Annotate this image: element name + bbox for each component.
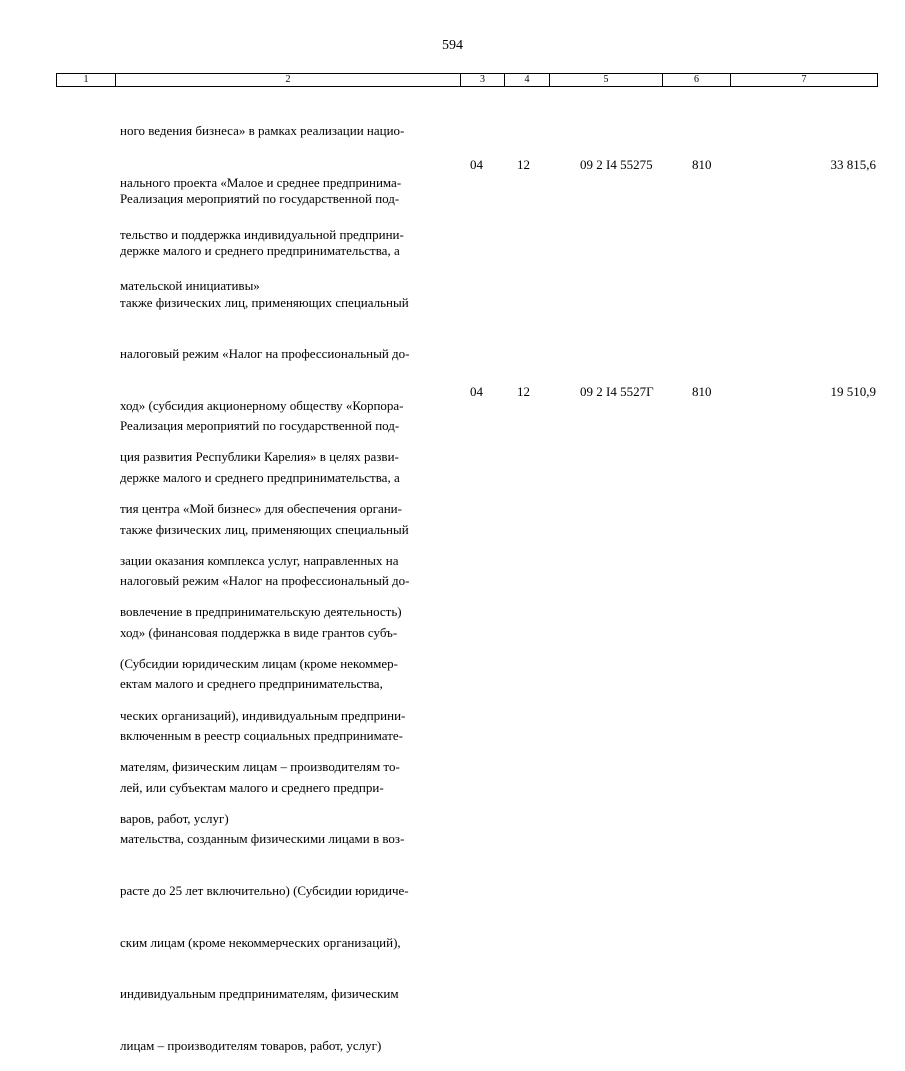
table-row-1-col3: 04 <box>470 157 483 172</box>
table-row-1-col5: 09 2 I4 55275 <box>580 157 653 172</box>
page-number: 594 <box>442 38 463 53</box>
column-header-4: 4 <box>504 74 549 86</box>
text-line: включенным в реестр социальных предпринимате- <box>120 728 403 744</box>
text-line: индивидуальным предпринимателям, физическим <box>120 986 399 1002</box>
text-line: (Субсидии юридическим лицам (кроме некоммер- <box>120 655 398 671</box>
text-line: также физических лиц, применяющих специальный <box>120 521 409 537</box>
text-line: расте до 25 лет включительно) (Субсидии юридиче- <box>120 882 409 898</box>
text-line: ция развития Республики Карелия» в целях разви- <box>120 449 399 465</box>
table-row-2-col6: 810 <box>692 384 712 399</box>
text-line: варов, работ, услуг) <box>120 810 229 826</box>
text-line: лей, или субъектам малого и среднего предпри- <box>120 779 384 795</box>
text-line: ход» (финансовая поддержка в виде грантов субъ- <box>120 624 398 640</box>
table-row-2-amount: 19 510,9 <box>830 384 876 399</box>
text-line: ного ведения бизнеса» в рамках реализации нацио- <box>120 123 405 139</box>
text-line: налоговый режим «Налог на профессиональный до- <box>120 573 410 589</box>
table-row-1-amount: 33 815,6 <box>830 157 876 172</box>
text-line: мателям, физическим лицам – производителям то- <box>120 759 400 775</box>
text-line: налоговый режим «Налог на профессиональный до- <box>120 346 410 362</box>
table-row-2-col4: 12 <box>517 384 530 399</box>
column-header-3: 3 <box>460 74 504 86</box>
text-line: нального проекта «Малое и среднее предпринима- <box>120 175 402 191</box>
column-header-5: 5 <box>549 74 662 86</box>
text-line: Реализация мероприятий по государственной под- <box>120 191 400 207</box>
table-row-1-col4: 12 <box>517 157 530 172</box>
text-line: мательства, созданным физическими лицами в воз- <box>120 831 405 847</box>
column-header-2: 2 <box>115 74 460 86</box>
column-header-6: 6 <box>662 74 730 86</box>
text-line: вовлечение в предпринимательскую деятельность) <box>120 604 402 620</box>
text-line: тельство и поддержка индивидуальной предприни- <box>120 226 404 242</box>
text-line: Реализация мероприятий по государственной под- <box>120 418 400 434</box>
text-line: ским лицам (кроме некоммерческих организаций), <box>120 934 401 950</box>
table-row-1-col6: 810 <box>692 157 712 172</box>
text-line: мательской инициативы» <box>120 278 260 294</box>
text-line: ход» (субсидия акционерному обществу «Корпора- <box>120 397 404 413</box>
text-line: ческих организаций), индивидуальным предприни- <box>120 707 406 723</box>
table-header-row <box>56 73 878 87</box>
text-line: лицам – производителям товаров, работ, услуг) <box>120 1037 382 1053</box>
text-line: также физических лиц, применяющих специальный <box>120 294 409 310</box>
table-row-2-description <box>120 383 465 1071</box>
table-row-2-col3: 04 <box>470 384 483 399</box>
table-row-2-col5: 09 2 I4 5527Г <box>580 384 654 399</box>
text-line: тия центра «Мой бизнес» для обеспечения органи- <box>120 501 402 517</box>
column-header-7: 7 <box>730 74 878 86</box>
text-line: ектам малого и среднего предпринимательства, <box>120 676 383 692</box>
text-line: зации оказания комплекса услуг, направленных на <box>120 552 399 568</box>
column-header-1: 1 <box>56 74 115 86</box>
text-line: держке малого и среднего предпринимательства, а <box>120 470 400 486</box>
text-line: держке малого и среднего предпринимательства, а <box>120 243 400 259</box>
